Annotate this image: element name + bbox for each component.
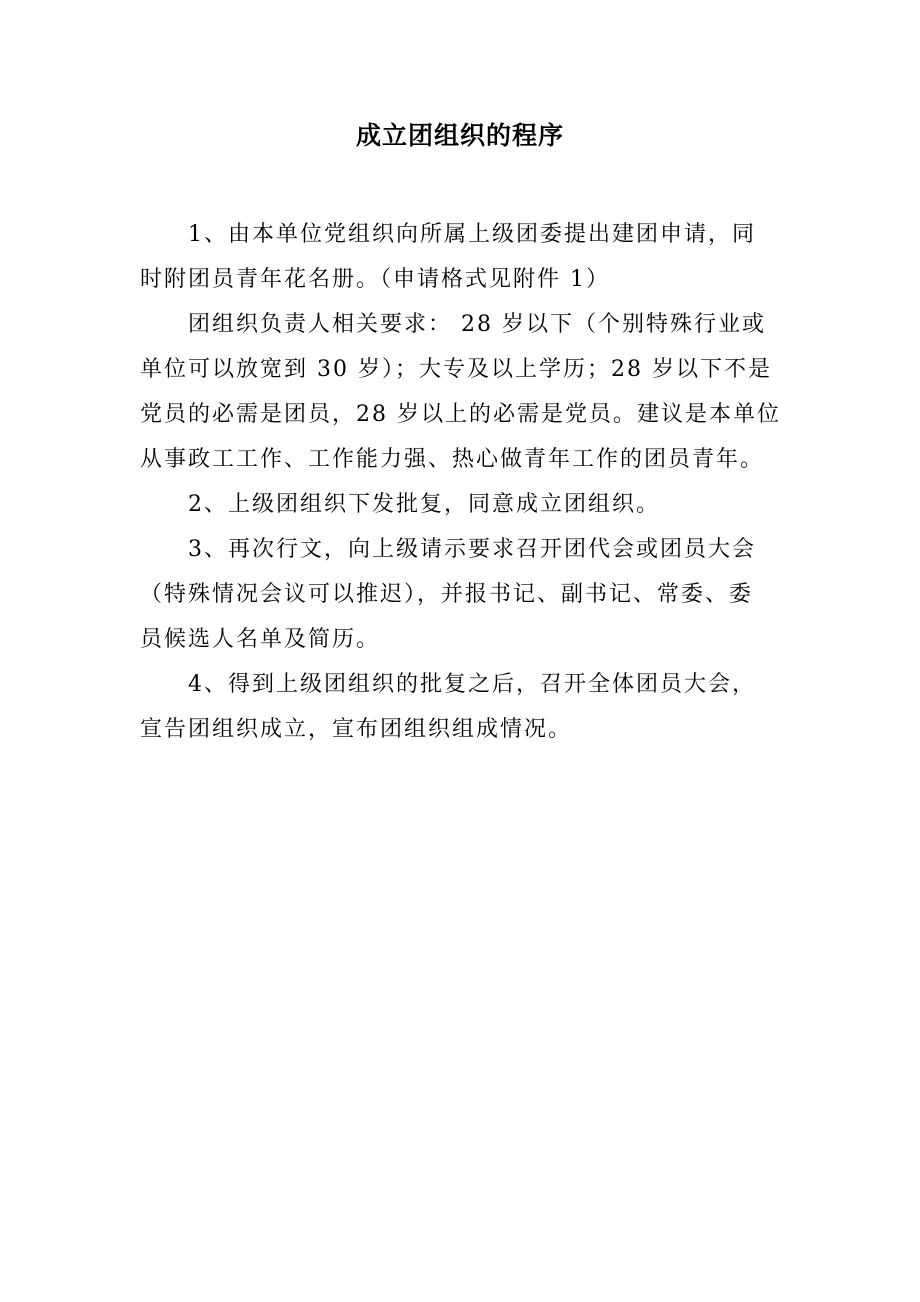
document-body: [140, 212, 790, 752]
paragraph-5: [140, 662, 790, 752]
document-title: 成立团组织的程序: [355, 121, 564, 150]
paragraph-4: [140, 527, 790, 662]
paragraph-line: 3、再次行文，向上级请示要求召开团代会或团员大会: [188, 537, 756, 562]
paragraph-line: 4、得到上级团组织的批复之后，召开全体团员大会，: [188, 672, 756, 697]
paragraph-line: 团组织负责人相关要求： 28 岁以下（个别特殊行业或: [188, 312, 766, 337]
paragraph-1: [140, 212, 790, 302]
paragraph-line: 单位可以放宽到 30 岁）；大专及以上学历；28 岁以下不是: [140, 357, 772, 382]
paragraph-line: 从事政工工作、工作能力强、热心做青年工作的团员青年。: [140, 447, 765, 472]
paragraph-line: 1、由本单位党组织向所属上级团委提出建团申请，同: [188, 222, 756, 247]
paragraph-2: [140, 302, 790, 482]
paragraph-line: （特殊情况会议可以推迟），并报书记、副书记、常委、委: [140, 582, 754, 607]
paragraph-line: 时附团员青年花名册。（申请格式见附件 1）: [140, 267, 610, 292]
paragraph-line: 2、上级团组织下发批复，同意成立团组织。: [188, 492, 660, 517]
paragraph-line: 宣告团组织成立，宣布团组织组成情况。: [140, 717, 573, 742]
paragraph-line: 员候选人名单及简历。: [140, 627, 381, 652]
paragraph-line: 党员的必需是团员，28 岁以上的必需是党员。建议是本单位: [140, 402, 781, 427]
paragraph-3: [140, 482, 790, 527]
